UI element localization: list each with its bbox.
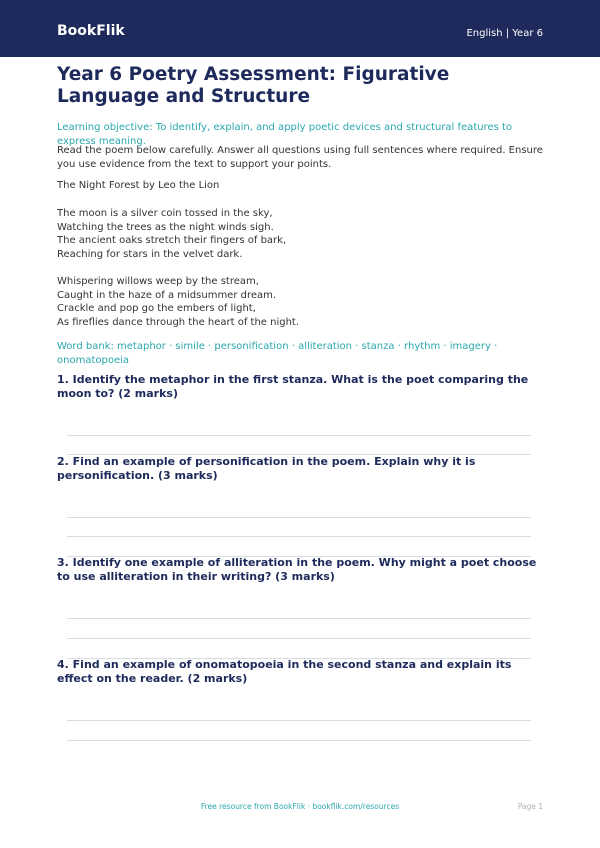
subject-year-label: English | Year 6 (466, 28, 543, 39)
poem-line: The moon is a silver coin tossed in the sky, (57, 208, 273, 219)
answer-line[interactable] (67, 720, 531, 721)
instructions: Read the poem below carefully. Answer all questions using full sentences where required. Ensure you use evidence from the text to support your points. (57, 145, 543, 170)
page-title: Year 6 Poetry Assessment: Figurative Language and Structure (57, 64, 450, 107)
poem-line: Watching the trees as the night winds sigh. (57, 221, 274, 233)
question-1: 1. Identify the metaphor in the first stanza. What is the poet comparing the moon to? (2 marks) (57, 373, 529, 400)
poem-line: Reaching for stars in the velvet dark. (57, 248, 243, 260)
word-bank: Word bank: metaphor · simile · personification · alliteration · stanza · rhythm · imagery · onomatopoeia (57, 341, 498, 366)
poem-line: Crackle and pop go the embers of light, (57, 303, 256, 315)
poem-line: As fireflies dance through the heart of the night. (57, 316, 300, 328)
poem-line: Whispering willows weep by the stream, (57, 276, 259, 287)
answer-line[interactable] (67, 536, 531, 537)
answer-line[interactable] (67, 740, 531, 741)
answer-line[interactable] (67, 618, 531, 619)
poem-stanza-1 (57, 207, 543, 261)
poem-line: Caught in the haze of a midsummer dream. (57, 289, 277, 301)
question-3: 3. Identify one example of alliteration in the poem. Why might a poet choose to use alliteration in their writing? (3 marks) (57, 556, 537, 583)
question-2: 2. Find an example of personification in the poem. Explain why it is personification. (3 marks) (57, 455, 476, 482)
footer-resource-link[interactable]: Free resource from BookFlik · bookflik.com/resources (200, 802, 400, 811)
answer-line[interactable] (67, 638, 531, 639)
answer-line[interactable] (67, 435, 531, 436)
brand-logo[interactable]: BookFlik (57, 23, 125, 39)
poem-title: The Night Forest by Leo the Lion (57, 180, 220, 191)
question-4: 4. Find an example of onomatopoeia in the second stanza and explain its effect on the reader. (2 marks) (57, 658, 512, 685)
poem-line: The ancient oaks stretch their fingers of bark, (57, 235, 287, 247)
answer-line[interactable] (67, 517, 531, 518)
header-bar (0, 0, 600, 57)
page-number: Page 1 (517, 802, 543, 811)
learning-objective: Learning objective: To identify, explain, and apply poetic devices and structural features to express meaning. (57, 122, 513, 147)
poem-stanza-2 (57, 275, 543, 329)
